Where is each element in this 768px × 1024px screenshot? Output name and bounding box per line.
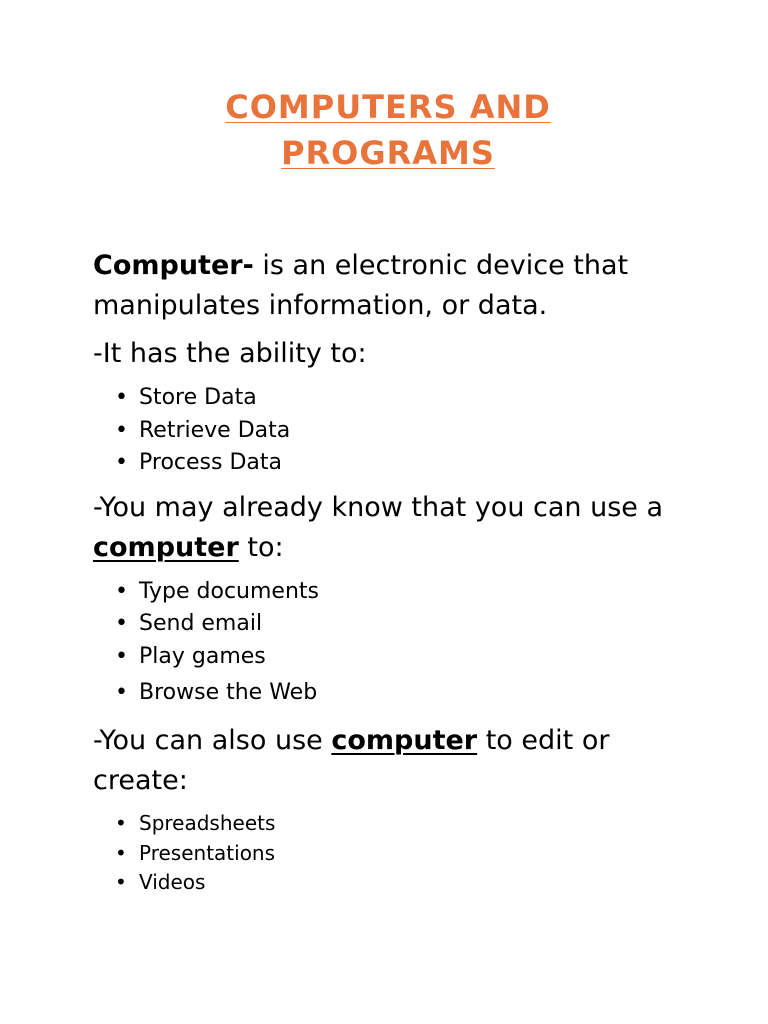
bullet: • — [115, 385, 128, 410]
list-item: • Presentations — [115, 839, 683, 869]
list-item: • Spreadsheets — [115, 809, 683, 839]
list-item: • Retrieve Data — [115, 415, 683, 448]
uses-intro: -You may already know that you can use a computer to: — [93, 491, 664, 563]
definition-text: is an electronic device that manipulates information, or data. — [93, 250, 629, 321]
bullet: • — [115, 811, 127, 835]
list-item: • Videos — [115, 868, 683, 898]
bullet: • — [115, 417, 128, 443]
create-intro: -You can also use computer to edit or create: — [93, 725, 610, 796]
list-item: • Browse the Web — [115, 673, 683, 713]
document-title — [93, 84, 683, 176]
bullet: • — [115, 643, 128, 669]
bullet: • — [115, 840, 127, 865]
bullet: • — [115, 450, 128, 475]
list-item: • Process Data — [115, 447, 683, 480]
uses-list — [93, 576, 683, 714]
create-list — [93, 809, 683, 898]
bullet: • — [115, 870, 127, 894]
create-keyword: computer — [331, 725, 478, 756]
definition-paragraph — [93, 246, 683, 326]
list-item: • Send email — [115, 608, 683, 641]
bullet: • — [115, 578, 128, 604]
title-line-2: PROGRAMS — [281, 134, 495, 172]
uses-keyword: computer — [93, 531, 239, 563]
definition-term: Computer- — [93, 250, 254, 281]
document-page — [93, 84, 683, 898]
ability-intro: -It has the ability to: — [93, 338, 367, 369]
list-item: • Type documents — [115, 576, 683, 609]
bullet: • — [115, 680, 128, 705]
list-item: • Store Data — [115, 382, 683, 415]
bullet: • — [115, 611, 128, 636]
title-line-1: COMPUTERS AND — [225, 88, 551, 126]
ability-list — [93, 382, 683, 480]
list-item: • Play games — [115, 641, 683, 674]
